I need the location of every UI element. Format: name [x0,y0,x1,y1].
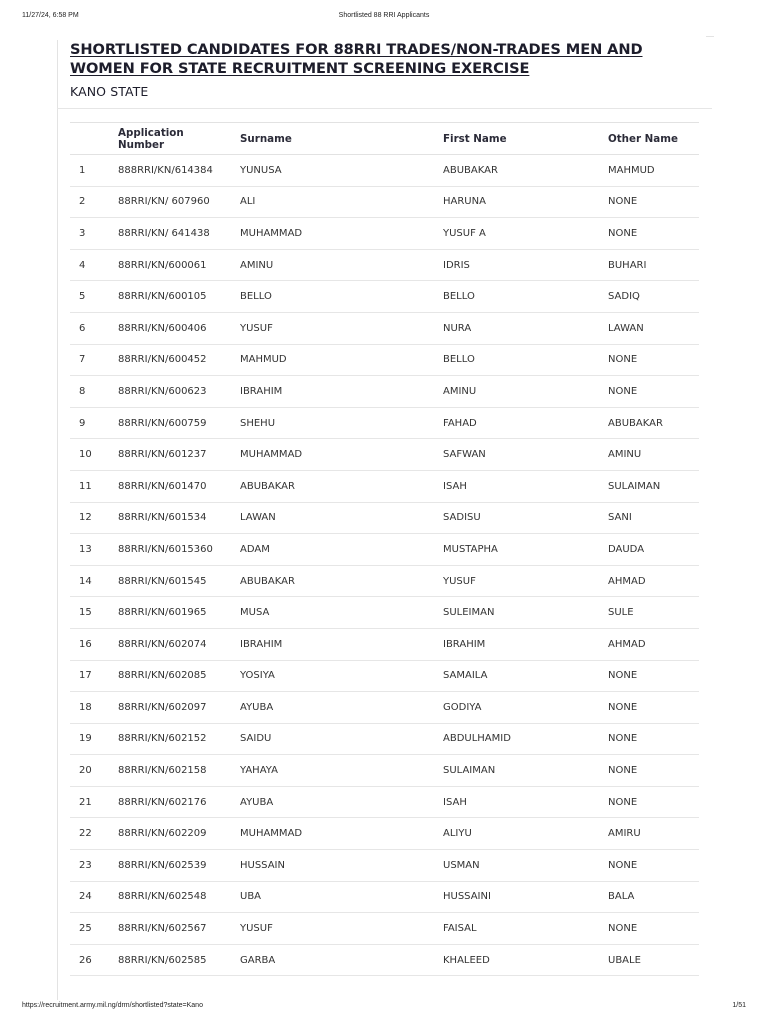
table-row [70,249,699,281]
cell-index: 21 [70,786,109,818]
cell-application-number: 88RRI/KN/ 641438 [109,218,231,250]
cell-first-name: AMINU [434,376,599,408]
cell-surname: YUNUSA [231,155,434,187]
cell-surname: UBA [231,881,434,913]
cell-first-name: HUSSAINI [434,881,599,913]
cell-surname: ABUBAKAR [231,470,434,502]
table-body [70,155,699,976]
cell-first-name: MUSTAPHA [434,534,599,566]
table-row [70,786,699,818]
cell-other-name: AMIRU [599,818,699,850]
table-row [70,850,699,882]
cell-application-number: 888RRI/KN/614384 [109,155,231,187]
cell-surname: YOSIYA [231,660,434,692]
table-row [70,155,699,187]
table-row [70,597,699,629]
cell-surname: YAHAYA [231,755,434,787]
cell-index: 22 [70,818,109,850]
table-row [70,186,699,218]
cell-surname: MUHAMMAD [231,439,434,471]
cell-index: 25 [70,913,109,945]
cell-surname: IBRAHIM [231,376,434,408]
print-datetime: 11/27/24, 6:58 PM [22,12,79,19]
cell-index: 4 [70,249,109,281]
cell-other-name: AHMAD [599,628,699,660]
cell-index: 9 [70,407,109,439]
cell-application-number: 88RRI/KN/600406 [109,312,231,344]
page-frame-line [57,40,58,1000]
cell-first-name: BELLO [434,281,599,313]
cell-application-number: 88RRI/KN/ 607960 [109,186,231,218]
cell-other-name: DAUDA [599,534,699,566]
cell-surname: MAHMUD [231,344,434,376]
cell-application-number: 88RRI/KN/602097 [109,692,231,724]
cell-other-name: LAWAN [599,312,699,344]
cell-application-number: 88RRI/KN/602567 [109,913,231,945]
cell-first-name: SULAIMAN [434,755,599,787]
cell-surname: ALI [231,186,434,218]
table-row [70,312,699,344]
cell-other-name: SANI [599,502,699,534]
table-row [70,218,699,250]
title-block [70,40,710,99]
table-row [70,534,699,566]
cell-surname: ABUBAKAR [231,565,434,597]
table-row [70,818,699,850]
cell-application-number: 88RRI/KN/600105 [109,281,231,313]
cell-index: 15 [70,597,109,629]
cell-application-number: 88RRI/KN/601470 [109,470,231,502]
table-row [70,565,699,597]
cell-other-name: SULAIMAN [599,470,699,502]
column-header-application-number: Application Number [109,123,231,155]
table-row [70,439,699,471]
table-row [70,723,699,755]
cell-application-number: 88RRI/KN/601237 [109,439,231,471]
cell-surname: MUHAMMAD [231,218,434,250]
table-row [70,376,699,408]
cell-index: 23 [70,850,109,882]
cell-surname: SAIDU [231,723,434,755]
cell-application-number: 88RRI/KN/602209 [109,818,231,850]
cell-index: 14 [70,565,109,597]
cell-application-number: 88RRI/KN/600452 [109,344,231,376]
cell-other-name: NONE [599,344,699,376]
cell-surname: IBRAHIM [231,628,434,660]
cell-other-name: NONE [599,850,699,882]
cell-application-number: 88RRI/KN/602158 [109,755,231,787]
cell-other-name: NONE [599,692,699,724]
table-row [70,913,699,945]
print-page-number: 1/51 [732,1002,746,1009]
table-row [70,692,699,724]
cell-index: 20 [70,755,109,787]
cell-other-name: UBALE [599,944,699,976]
table-row [70,502,699,534]
state-subtitle: KANO STATE [70,84,149,99]
table-row [70,470,699,502]
cell-index: 26 [70,944,109,976]
column-header-other-name: Other Name [599,123,699,155]
cell-other-name: NONE [599,723,699,755]
cell-other-name: NONE [599,218,699,250]
cell-first-name: FAHAD [434,407,599,439]
cell-surname: AMINU [231,249,434,281]
table-row [70,281,699,313]
table-row [70,344,699,376]
cell-application-number: 88RRI/KN/6015360 [109,534,231,566]
cell-index: 17 [70,660,109,692]
table-header-row [70,123,699,155]
print-url: https://recruitment.army.mil.ng/drm/shortlisted?state=Kano [22,1002,203,1009]
cell-surname: SHEHU [231,407,434,439]
cell-other-name: NONE [599,913,699,945]
cell-index: 19 [70,723,109,755]
cell-application-number: 88RRI/KN/602176 [109,786,231,818]
cell-other-name: NONE [599,660,699,692]
table-header [70,123,699,155]
table-row [70,881,699,913]
column-header-first-name: First Name [434,123,599,155]
cell-application-number: 88RRI/KN/602548 [109,881,231,913]
cell-other-name: BUHARI [599,249,699,281]
cell-index: 12 [70,502,109,534]
cell-index: 13 [70,534,109,566]
cell-other-name: SADIQ [599,281,699,313]
cell-first-name: ISAH [434,470,599,502]
cell-surname: YUSUF [231,312,434,344]
cell-application-number: 88RRI/KN/602585 [109,944,231,976]
cell-index: 6 [70,312,109,344]
cell-first-name: ALIYU [434,818,599,850]
section-divider [57,108,712,109]
cell-first-name: USMAN [434,850,599,882]
cell-first-name: IBRAHIM [434,628,599,660]
cell-other-name: AMINU [599,439,699,471]
cell-index: 1 [70,155,109,187]
cell-other-name: BALA [599,881,699,913]
candidates-table [70,122,699,976]
cell-application-number: 88RRI/KN/601534 [109,502,231,534]
cell-other-name: MAHMUD [599,155,699,187]
cell-surname: AYUBA [231,786,434,818]
cell-other-name: NONE [599,376,699,408]
cell-surname: AYUBA [231,692,434,724]
column-header-surname: Surname [231,123,434,155]
cell-first-name: ISAH [434,786,599,818]
cell-application-number: 88RRI/KN/602074 [109,628,231,660]
cell-application-number: 88RRI/KN/600623 [109,376,231,408]
cell-index: 5 [70,281,109,313]
cell-application-number: 88RRI/KN/601545 [109,565,231,597]
cell-application-number: 88RRI/KN/600061 [109,249,231,281]
cell-application-number: 88RRI/KN/602539 [109,850,231,882]
cell-index: 16 [70,628,109,660]
cell-index: 2 [70,186,109,218]
cell-surname: MUHAMMAD [231,818,434,850]
cell-first-name: BELLO [434,344,599,376]
page-title: SHORTLISTED CANDIDATES FOR 88RRI TRADES/NON-TRADES MEN AND WOMEN FOR STATE RECRUITMENT SCREENING EXERCISE [70,41,643,77]
cell-application-number: 88RRI/KN/602152 [109,723,231,755]
cell-index: 18 [70,692,109,724]
cell-surname: GARBA [231,944,434,976]
cell-surname: HUSSAIN [231,850,434,882]
cell-surname: ADAM [231,534,434,566]
cell-first-name: ABDULHAMID [434,723,599,755]
table-row [70,407,699,439]
cell-surname: YUSUF [231,913,434,945]
cell-first-name: NURA [434,312,599,344]
cell-surname: LAWAN [231,502,434,534]
cell-index: 11 [70,470,109,502]
cell-index: 8 [70,376,109,408]
table-row [70,660,699,692]
cell-first-name: SAFWAN [434,439,599,471]
cell-first-name: ABUBAKAR [434,155,599,187]
print-page-title: Shortlisted 88 RRI Applicants [338,12,430,19]
cell-first-name: HARUNA [434,186,599,218]
cell-index: 7 [70,344,109,376]
print-footer [0,1002,768,1014]
cell-application-number: 88RRI/KN/602085 [109,660,231,692]
cell-first-name: GODIYA [434,692,599,724]
cell-other-name: AHMAD [599,565,699,597]
table-row [70,628,699,660]
cell-other-name: NONE [599,786,699,818]
print-header [0,12,768,24]
cell-other-name: SULE [599,597,699,629]
cell-first-name: IDRIS [434,249,599,281]
cell-first-name: SADISU [434,502,599,534]
cell-application-number: 88RRI/KN/600759 [109,407,231,439]
cell-index: 24 [70,881,109,913]
cell-application-number: 88RRI/KN/601965 [109,597,231,629]
cell-index: 10 [70,439,109,471]
cell-other-name: NONE [599,755,699,787]
cell-first-name: YUSUF [434,565,599,597]
cell-other-name: NONE [599,186,699,218]
cell-surname: MUSA [231,597,434,629]
cell-first-name: SULEIMAN [434,597,599,629]
cell-first-name: FAISAL [434,913,599,945]
cell-index: 3 [70,218,109,250]
table-row [70,944,699,976]
cell-surname: BELLO [231,281,434,313]
cell-first-name: YUSUF A [434,218,599,250]
column-header-index [70,123,109,155]
cell-first-name: KHALEED [434,944,599,976]
cell-other-name: ABUBAKAR [599,407,699,439]
table-row [70,755,699,787]
cell-first-name: SAMAILA [434,660,599,692]
page-frame-corner [706,36,714,37]
